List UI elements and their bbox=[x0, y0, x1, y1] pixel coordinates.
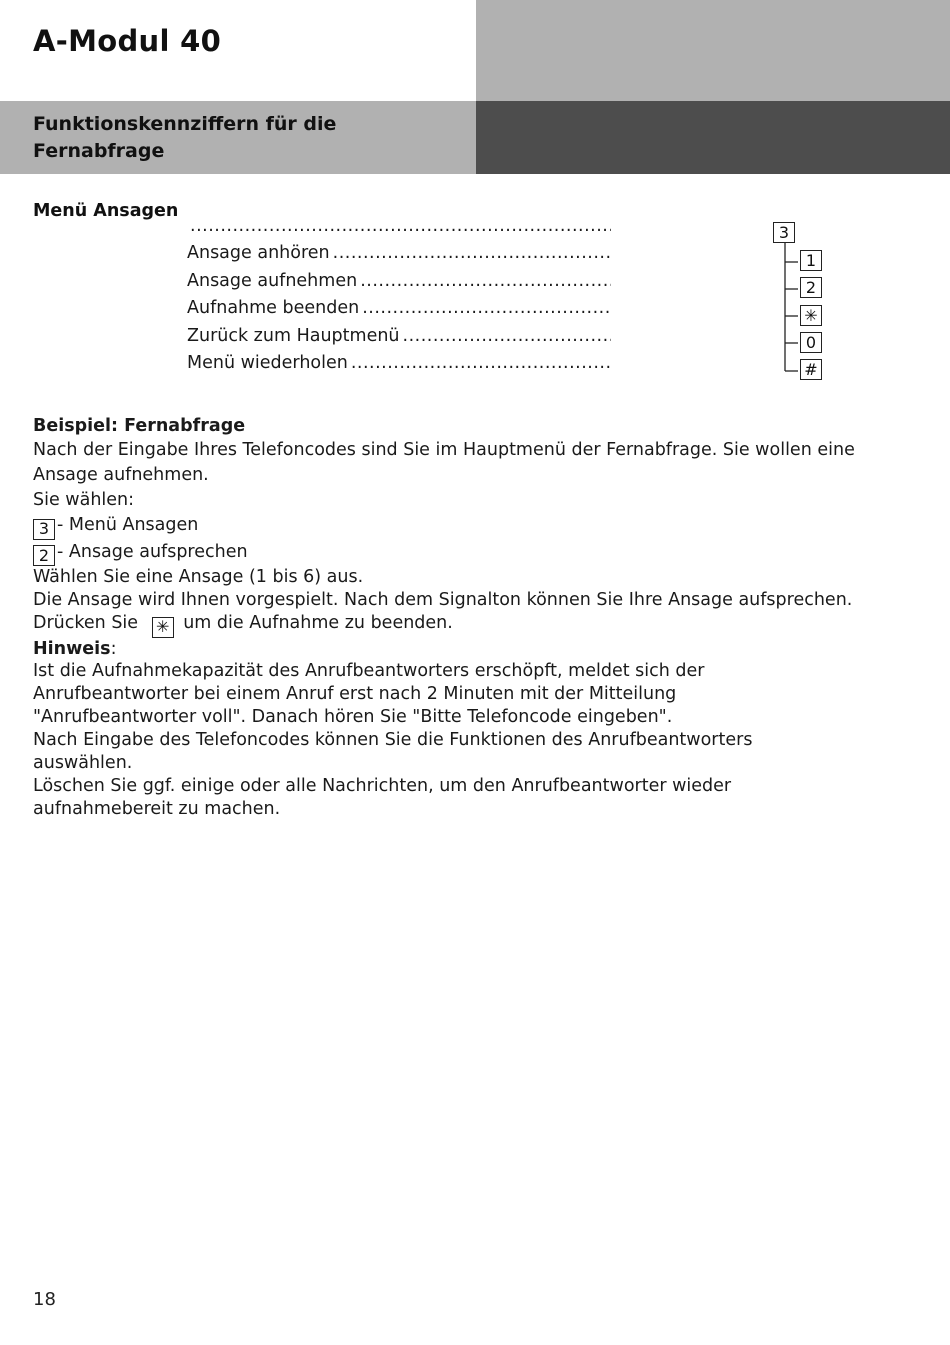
key-3-icon: 3 bbox=[33, 519, 55, 540]
example-played-line: Die Ansage wird Ihnen vorgespielt. Nach dem Signalton können Sie Ihre Ansage aufsprechen. bbox=[33, 590, 853, 610]
menu-row-play bbox=[187, 243, 611, 270]
key-star-icon: ✳ bbox=[800, 305, 822, 326]
section-band-dark bbox=[476, 101, 950, 174]
key-3-icon: 3 bbox=[773, 222, 795, 243]
leader-dots bbox=[360, 271, 611, 291]
hint-line: "Anrufbeantworter voll". Danach hören Sie "Bitte Telefoncode eingeben". bbox=[33, 706, 673, 727]
example-choose: Sie wählen: bbox=[33, 490, 135, 510]
hint-line: Anrufbeantworter bei einem Anruf erst nach 2 Minuten mit der Mitteilung bbox=[33, 683, 677, 704]
page-number: 18 bbox=[33, 1289, 56, 1310]
example-step-1 bbox=[33, 513, 893, 540]
leader-dots bbox=[190, 216, 611, 236]
leader-dots bbox=[351, 353, 611, 373]
key-hash-icon: # bbox=[800, 359, 822, 380]
key-star-icon: ✳ bbox=[152, 617, 174, 638]
leader-dots bbox=[403, 326, 611, 346]
example-heading: Beispiel: Fernabfrage bbox=[33, 416, 246, 436]
key-0-icon: 0 bbox=[800, 332, 822, 353]
hint-line: auswählen. bbox=[33, 752, 133, 773]
example-intro: Nach der Eingabe Ihres Telefoncodes sind Sie im Hauptmenü der Fernabfrage. Sie wollen eine Ansage aufnehmen. bbox=[33, 440, 855, 485]
document-title: A-Modul 40 bbox=[33, 24, 222, 58]
key-2-icon: 2 bbox=[33, 545, 55, 566]
menu-row-label: Ansage anhören bbox=[187, 243, 330, 264]
press-suffix: um die Aufnahme zu beenden. bbox=[183, 613, 453, 633]
example-press-line bbox=[33, 612, 893, 638]
section-title: Funktionskennziffern für die Fernabfrage bbox=[33, 113, 337, 162]
hint-line: aufnahmebereit zu machen. bbox=[33, 798, 281, 819]
menu-row-label: Aufnahme beenden bbox=[187, 298, 360, 319]
example-step-2 bbox=[33, 540, 893, 567]
menu-row-back bbox=[187, 326, 611, 353]
step-1-text: - Menü Ansagen bbox=[57, 515, 199, 535]
hint-line: Nach Eingabe des Telefoncodes können Sie die Funktionen des Anrufbeantworters bbox=[33, 729, 753, 750]
menu-row-repeat bbox=[187, 353, 611, 380]
hint-heading bbox=[33, 638, 893, 660]
menu-heading: Menü Ansagen bbox=[33, 201, 179, 221]
step-2-text: - Ansage aufsprechen bbox=[57, 541, 248, 562]
menu-row-root bbox=[187, 216, 611, 243]
leader-dots bbox=[333, 243, 611, 263]
menu-row-stop bbox=[187, 298, 611, 325]
example-section bbox=[33, 414, 893, 821]
example-select-line: Wählen Sie eine Ansage (1 bis 6) aus. bbox=[33, 567, 364, 587]
hint-title: Hinweis bbox=[33, 638, 111, 659]
press-prefix: Drücken Sie bbox=[33, 613, 139, 633]
hint-colon: : bbox=[110, 638, 117, 659]
hint-line: Löschen Sie ggf. einige oder alle Nachrichten, um den Anrufbeantworter wieder bbox=[33, 775, 732, 796]
menu-row-label: Ansage aufnehmen bbox=[187, 270, 358, 291]
key-2-icon: 2 bbox=[800, 277, 822, 298]
menu-list bbox=[187, 216, 611, 380]
menu-row-label: Zurück zum Hauptmenü bbox=[187, 325, 400, 346]
hint-line: Ist die Aufnahmekapazität des Anrufbeantworters erschöpft, meldet sich der bbox=[33, 660, 705, 681]
menu-row-record bbox=[187, 271, 611, 298]
header-band-gray bbox=[476, 0, 950, 101]
leader-dots bbox=[362, 298, 611, 318]
menu-row-label: Menü wiederholen bbox=[187, 352, 348, 373]
key-1-icon: 1 bbox=[800, 250, 822, 271]
